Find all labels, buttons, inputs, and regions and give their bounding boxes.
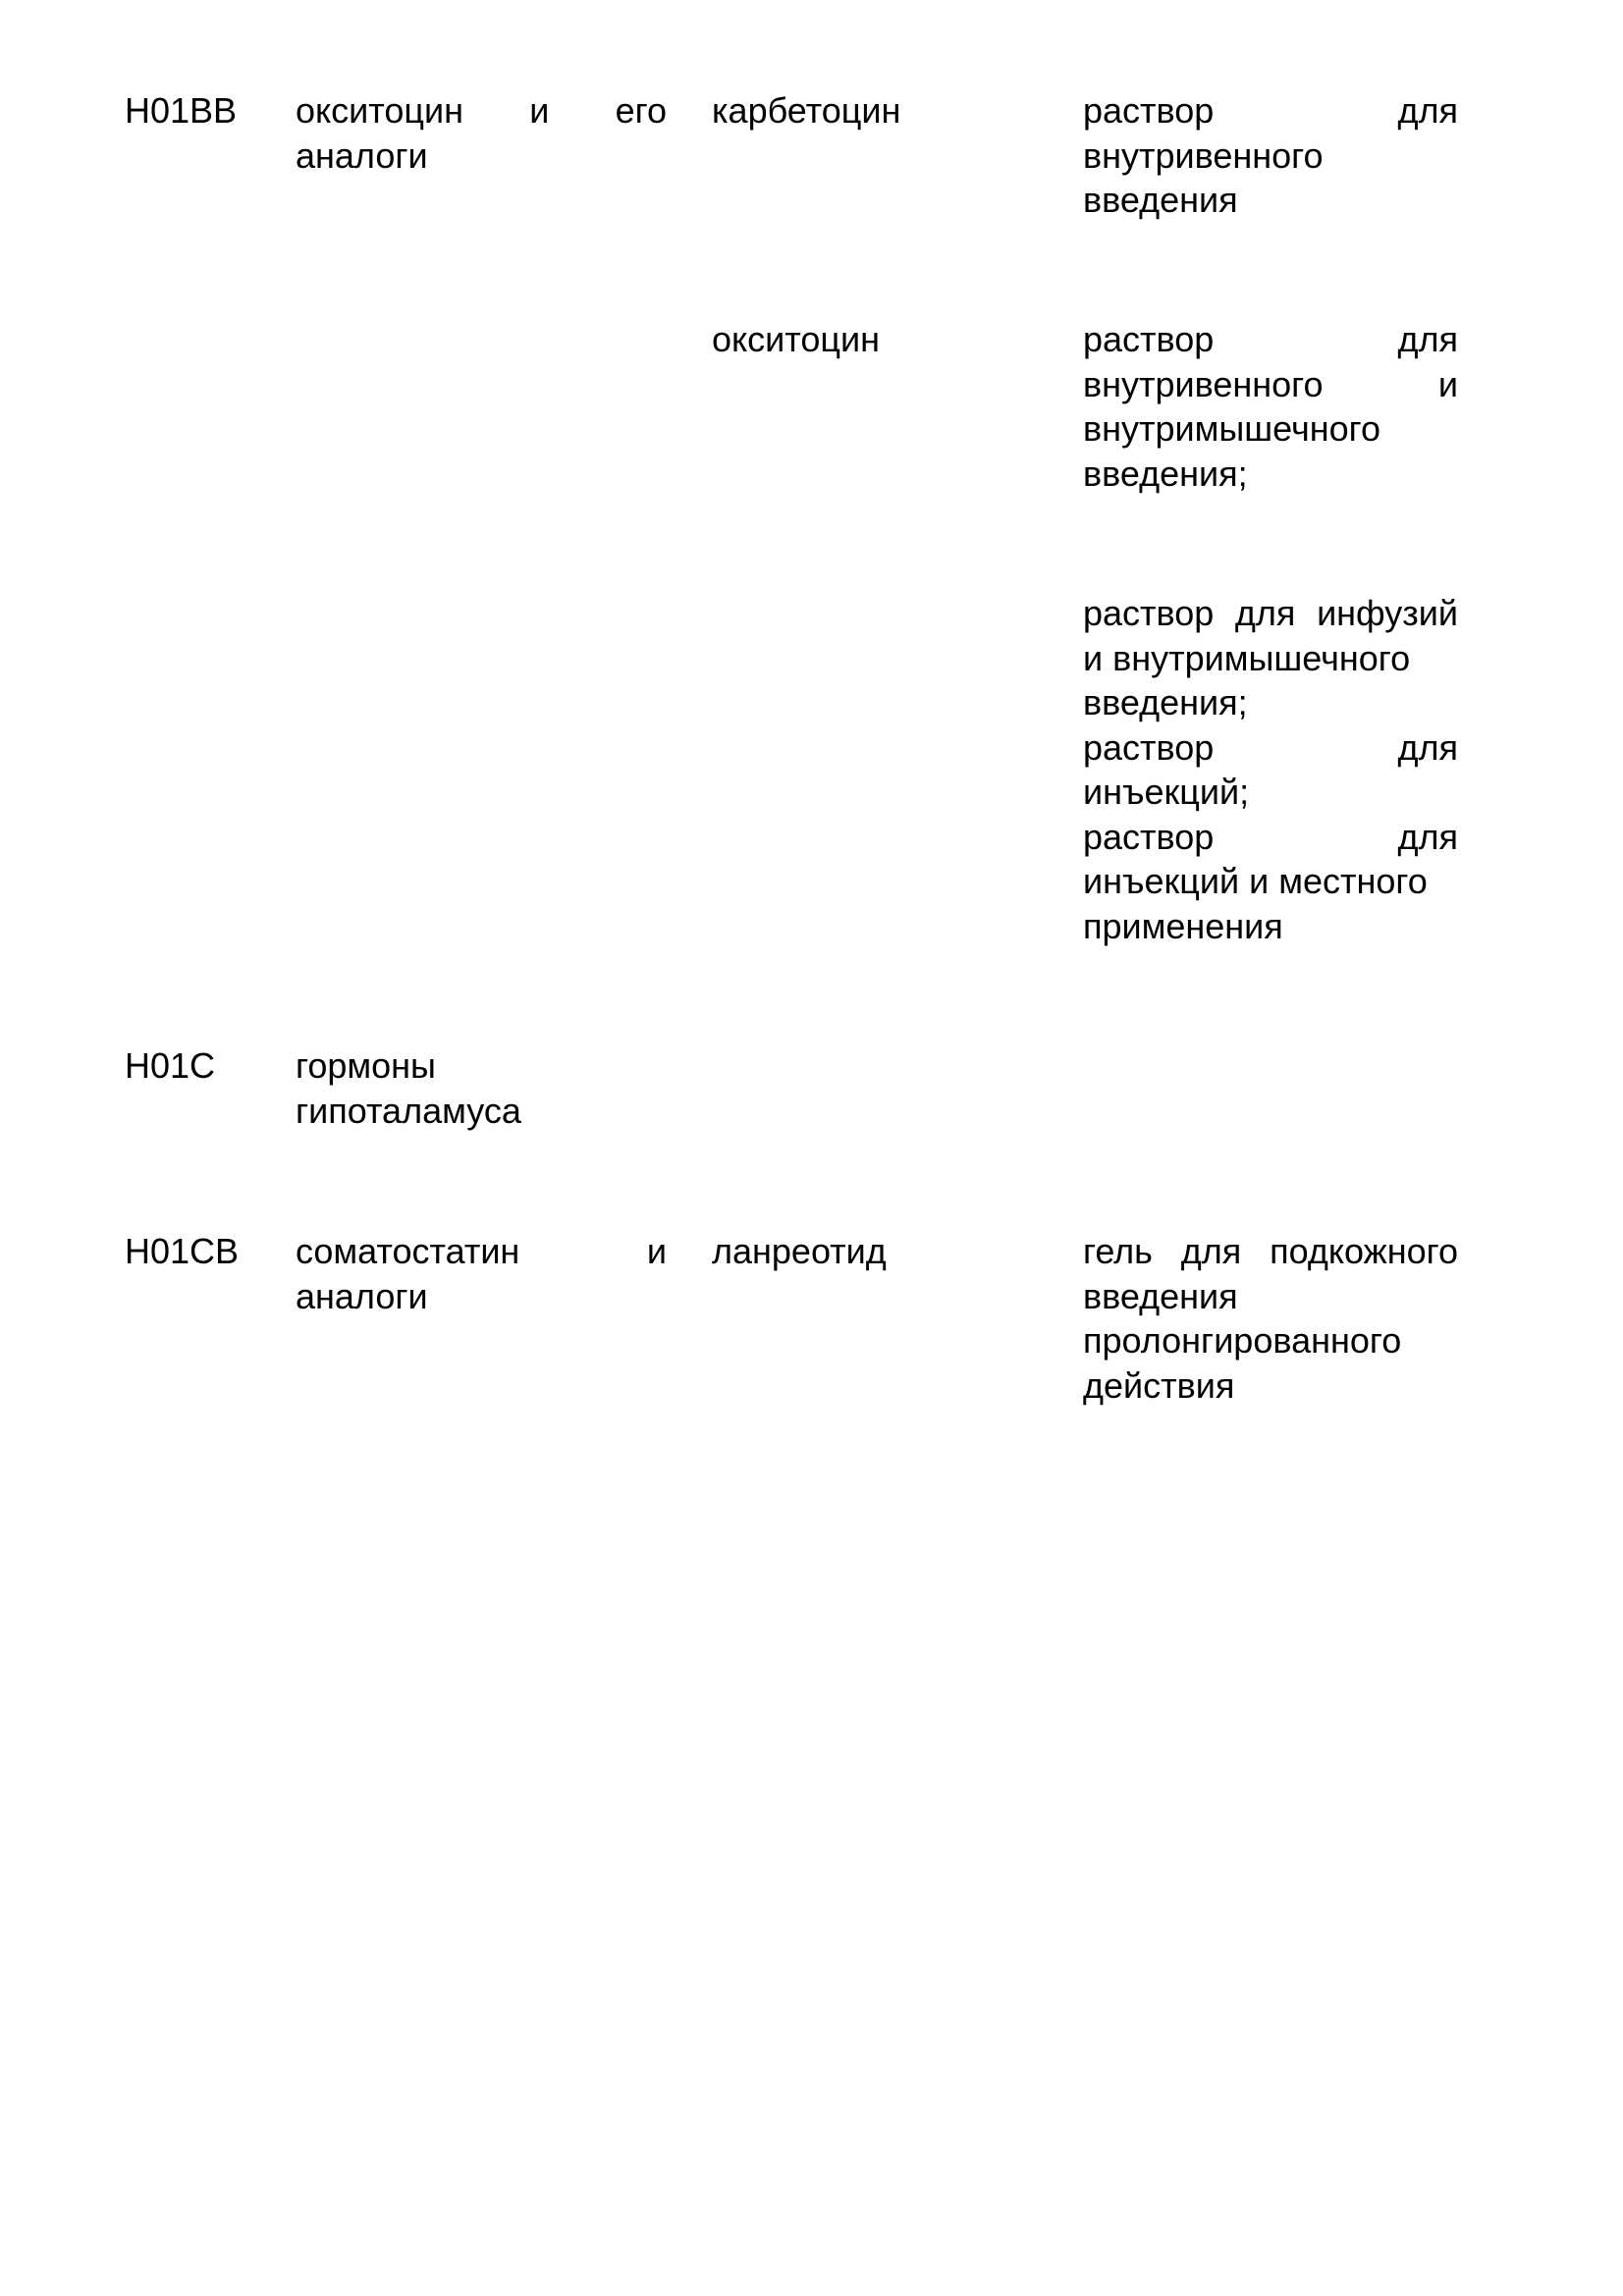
dosage-form-line: внутривенного и [1083,363,1458,404]
drug-name: окситоцин [712,319,880,359]
dosage-form-line: введения [1083,1275,1238,1316]
group-name-line: аналоги [296,1275,428,1316]
dosage-form-line: внутримышечного [1083,408,1380,449]
drug-name: карбетоцин [712,90,901,131]
dosage-form-line: инъекций; [1083,772,1250,812]
dosage-form-line: введения; [1083,682,1248,722]
dosage-form-line: введения [1083,180,1238,220]
dosage-form-line: и внутримышечного [1083,637,1411,678]
group-name-line: соматостатин и [296,1231,667,1271]
dosage-form-line: введения; [1083,453,1248,494]
atc-group-name [296,88,667,178]
dosage-form-line: гель для подкожного [1083,1231,1458,1271]
group-name-line: аналоги [296,134,428,176]
atc-code: H01C [125,1045,216,1086]
dosage-form [1083,317,1458,496]
drug-name: ланреотид [712,1231,887,1271]
dosage-form-line: инъекций и местного [1083,861,1428,901]
dosage-form-line: пролонгированного [1083,1320,1402,1361]
atc-code: H01CB [125,1231,240,1271]
dosage-form [1083,1229,1458,1408]
dosage-form-line: раствор для [1083,90,1458,131]
group-name-line: гормоны [296,1045,436,1086]
dosage-form-line: применения [1083,905,1283,946]
group-name-line: гипоталамуса [296,1090,521,1131]
atc-group-name [296,1229,667,1318]
dosage-form [1083,88,1458,223]
dosage-form-line: внутривенного [1083,134,1324,176]
atc-group-name [296,1043,667,1133]
dosage-form-line: раствор для инфузий [1083,593,1458,633]
dosage-form-line: раствор для [1083,816,1458,857]
dosage-form-line: раствор для [1083,726,1458,768]
dosage-form [1083,591,1458,948]
group-name-line: окситоцин и его [296,90,667,131]
dosage-form-line: раствор для [1083,319,1458,359]
atc-code: H01BB [125,90,238,131]
dosage-form-line: действия [1083,1364,1235,1406]
